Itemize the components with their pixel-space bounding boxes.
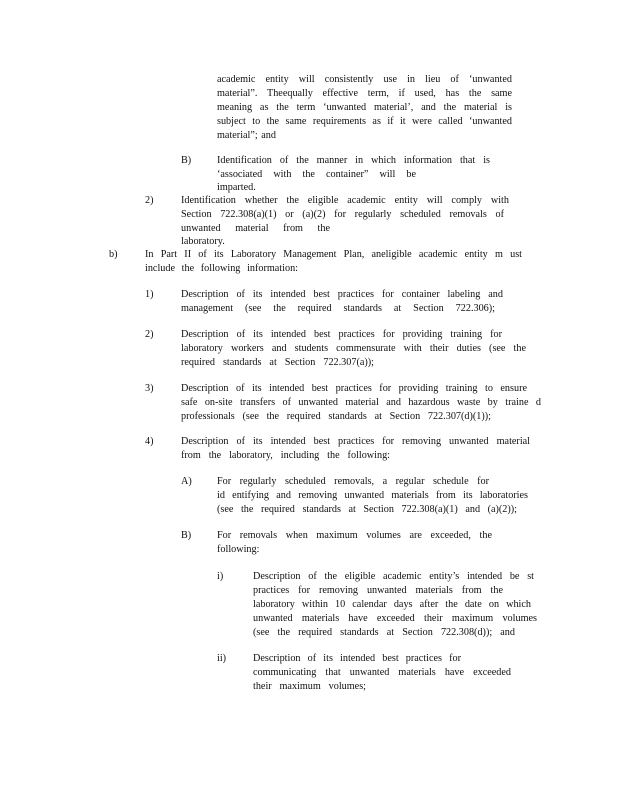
list-label: 2) [145, 195, 154, 206]
text-line: include the following information: [145, 263, 298, 274]
list-label: 4) [145, 436, 154, 447]
text-line: Description of its intended best practices for removing unwanted material [181, 436, 530, 447]
list-label: ii) [217, 653, 227, 664]
text-line: In Part II of its Laboratory Management Plan, aneligible academic entity m ust [145, 249, 522, 260]
text-line: Section 722.308(a)(1) or (a)(2) for regularly scheduled removals of [181, 209, 504, 220]
list-label: b) [109, 249, 118, 260]
text-line: Description of its intended best practices for [253, 653, 461, 664]
list-label: i) [217, 571, 224, 582]
text-line: their maximum volumes; [253, 681, 366, 692]
text-line: material”; and [217, 130, 276, 141]
text-line: practices for removing unwanted materials from the [253, 585, 503, 596]
text-line: meaning as the term ‘unwanted material’, and the material is [217, 102, 512, 113]
list-label: 1) [145, 289, 154, 300]
text-line: Description of its intended best practices for providing training to ensure [181, 383, 527, 394]
list-label: 2) [145, 329, 154, 340]
text-line: professionals (see the required standards at Section 722.307(d)(1)); [181, 411, 491, 422]
text-line: unwanted material from the laboratory. [181, 223, 330, 248]
text-line: (see the required standards at Section 722.308(d)); and [253, 627, 515, 638]
text-line: required standards at Section 722.307(a)); [181, 357, 374, 368]
list-label: A) [181, 476, 192, 487]
text-line: (see the required standards at Section 722.308(a)(1) and (a)(2)); [217, 504, 517, 515]
text-line: laboratory within 10 calendar days after the date on which [253, 599, 531, 610]
text-line: Description of its intended best practices for container labeling and [181, 289, 503, 300]
text-line: ‘associated with the container” will be imparted. [217, 169, 416, 194]
text-line: communicating that unwanted materials have exceeded [253, 667, 511, 678]
text-line: unwanted materials have exceeded their maximum volumes [253, 613, 537, 624]
text-line: Description of its intended best practices for providing training for [181, 329, 502, 340]
list-label: 3) [145, 383, 154, 394]
text-line: academic entity will consistently use in lieu of ‘unwanted [217, 74, 512, 85]
list-label: B) [181, 155, 192, 166]
text-line: from the laboratory, including the following: [181, 450, 390, 461]
text-line: id entifying and removing unwanted materials from its laboratories [217, 490, 528, 501]
text-line: management (see the required standards at Section 722.306); [181, 303, 495, 314]
text-line: For removals when maximum volumes are exceeded, the [217, 530, 492, 541]
text-line: laboratory workers and students commensurate with their duties (see the [181, 343, 526, 354]
text-line: Identification of the manner in which information that is [217, 155, 490, 166]
text-line: Identification whether the eligible academic entity will comply with [181, 195, 509, 206]
text-line: subject to the same requirements as if it were called ‘unwanted [217, 116, 512, 127]
text-line: Description of the eligible academic entity’s intended be st [253, 571, 534, 582]
text-line: material”. Theequally effective term, if used, has the same [217, 88, 512, 99]
text-line: following: [217, 544, 260, 555]
text-line: safe on-site transfers of unwanted material and hazardous waste by traine d [181, 397, 541, 408]
text-line: For regularly scheduled removals, a regular schedule for [217, 476, 489, 487]
list-label: B) [181, 530, 192, 541]
